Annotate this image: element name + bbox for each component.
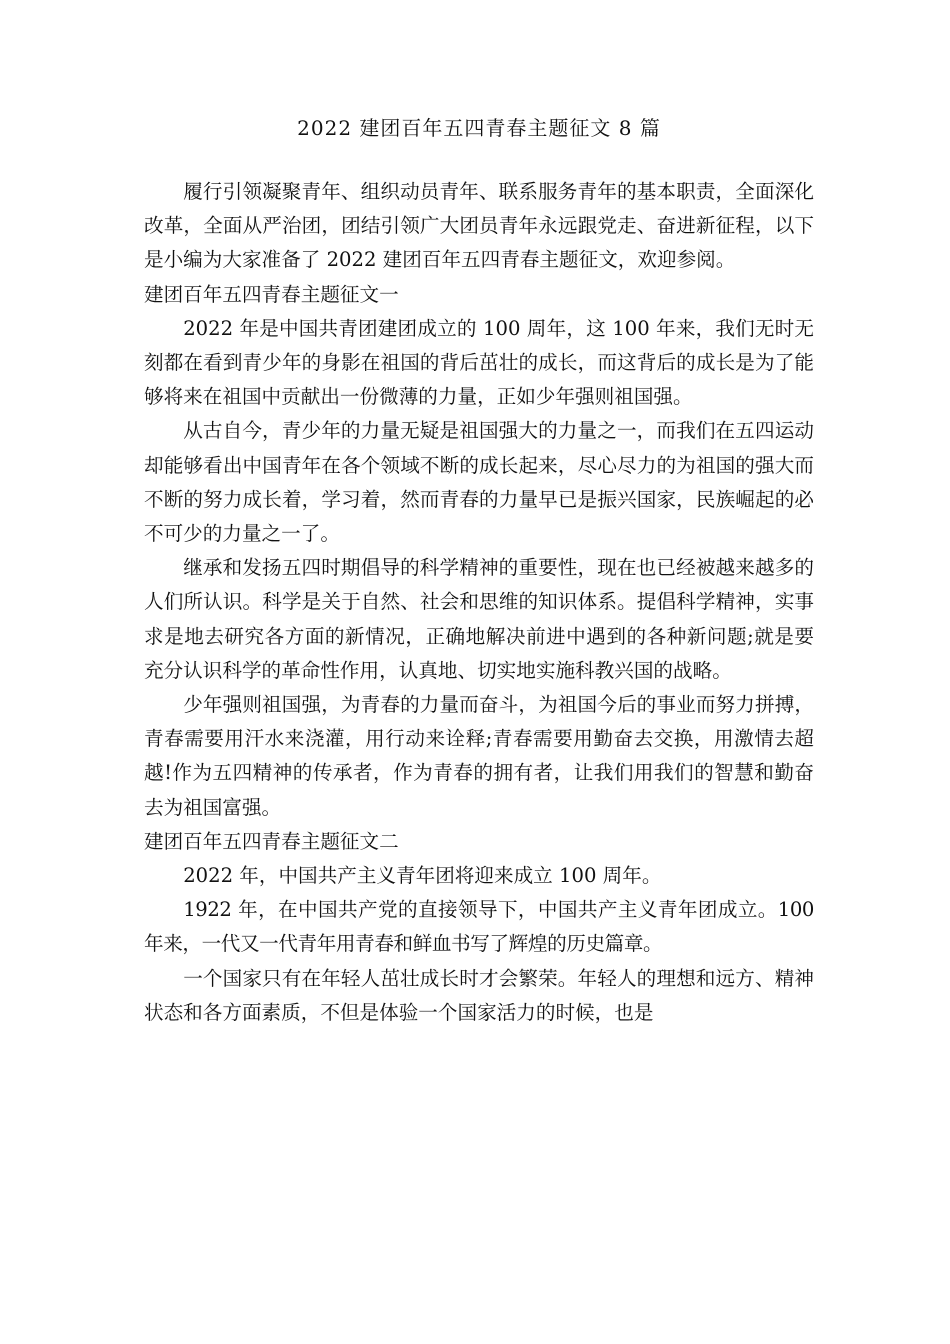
document-title: 2022 建团百年五四青春主题征文 8 篇 <box>297 116 661 140</box>
section-heading-2: 建团百年五四青春主题征文二 <box>144 829 399 853</box>
paragraph: 少年强则祖国强，为青春的力量而奋斗，为祖国今后的事业而努力拼搏，青春需要用汗水来浇灌，用行动来诠释;青春需要用勤奋去交换，用激情去超越!作为五四精神的传承者，作为青春的拥有者，让我们用我们的智慧和勤奋去为祖国富强。 <box>144 693 814 819</box>
paragraph: 一个国家只有在年轻人茁壮成长时才会繁荣。年轻人的理想和远方、精神状态和各方面素质，不但是体验一个国家活力的时候，也是 <box>144 966 814 1024</box>
paragraph: 继承和发扬五四时期倡导的科学精神的重要性，现在也已经被越来越多的人们所认识。科学是关于自然、社会和思维的知识体系。提倡科学精神，实事求是地去研究各方面的新情况，正确地解决前进中遇到的各种新问题;就是要充分认识科学的革命性作用，认真地、切实地实施科教兴国的战略。 <box>144 556 814 682</box>
section-heading-1: 建团百年五四青春主题征文一 <box>144 282 399 306</box>
paragraph: 1922 年，在中国共产党的直接领导下，中国共产主义青年团成立。100 年来，一代又一代青年用青春和鲜血书写了辉煌的历史篇章。 <box>144 898 814 956</box>
document-body <box>144 108 814 1030</box>
paragraph: 2022 年，中国共产主义青年团将迎来成立 100 周年。 <box>183 864 662 888</box>
intro-paragraph: 履行引领凝聚青年、组织动员青年、联系服务青年的基本职责，全面深化改革，全面从严治团，团结引领广大团员青年永远跟党走、奋进新征程，以下是小编为大家准备了 2022 建团百年五四青春主题征文，欢迎参阅。 <box>144 180 814 272</box>
paragraph: 从古自今，青少年的力量无疑是祖国强大的力量之一，而我们在五四运动却能够看出中国青年在各个领域不断的成长起来，尽心尽力的为祖国的强大而不断的努力成长着，学习着，然而青春的力量早已是振兴国家，民族崛起的必不可少的力量之一了。 <box>144 419 814 546</box>
paragraph: 2022 年是中国共青团建团成立的 100 周年，这 100 年来，我们无时无刻都在看到青少年的身影在祖国的背后茁壮的成长，而这背后的成长是为了能够将来在祖国中贡献出一份微薄的力量，正如少年强则祖国强。 <box>144 316 814 409</box>
